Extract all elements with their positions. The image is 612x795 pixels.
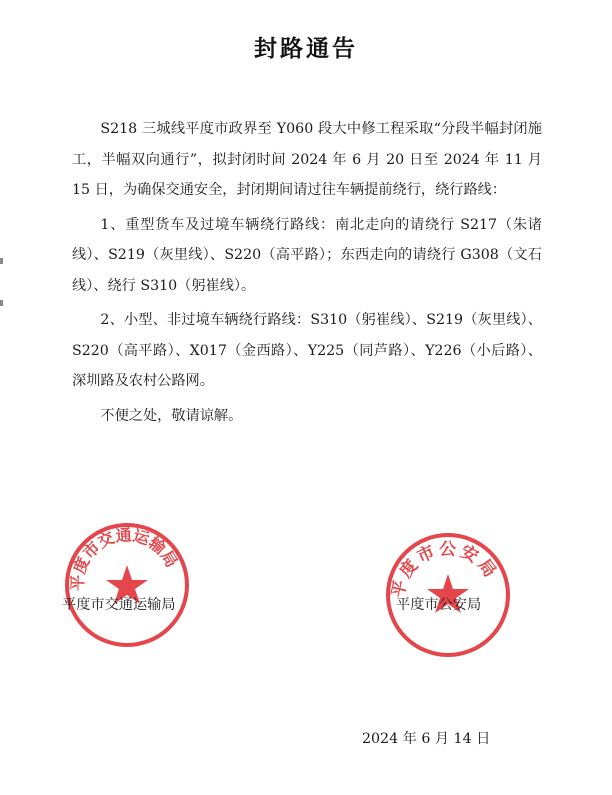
issue-date: 2024 年 6 月 14 日: [362, 731, 491, 747]
margin-mark: [0, 258, 3, 264]
seal-text: 平度市公安局: [388, 539, 502, 600]
paragraph-small-route: 2、小型、非过境车辆绕行路线：S310（躬崔线）、S219（灰里线）、S220（高平路）、X017（金西路）、Y225（同芦路）、Y226（小后路）、深圳路及农村公路网。: [72, 312, 542, 389]
margin-mark: [0, 300, 3, 306]
notice-body: [72, 114, 542, 435]
notice-title: 封路通告: [254, 36, 358, 62]
signer-transport-bureau: 平度市交通运输局: [62, 597, 176, 613]
paragraph-apology: 不便之处，敬请谅解。: [100, 407, 243, 424]
paragraph-heavy-route: 1、重型货车及过境车辆绕行路线：南北走向的请绕行 S217（朱诸线）、S219（灰里线）、S220（高平路）；东西走向的请绕行 G308（文石线）、绕行 S310（躬崔线）。: [72, 216, 542, 294]
paragraph-intro: S218 三城线平度市政界至 Y060 段大中修工程采取“分段半幅封闭施工，半幅双向通行”，拟封闭时间 2024 年 6 月 20 日至 2024 年 11 月 15 日，为确保交通安全，封闭期间请过往车辆提前绕行，绕行路线：: [72, 121, 542, 198]
seal-text: 平度市交通运输局: [67, 525, 182, 592]
signer-police-bureau: 平度市公安局: [396, 597, 482, 613]
transport-bureau-seal: [62, 520, 192, 650]
